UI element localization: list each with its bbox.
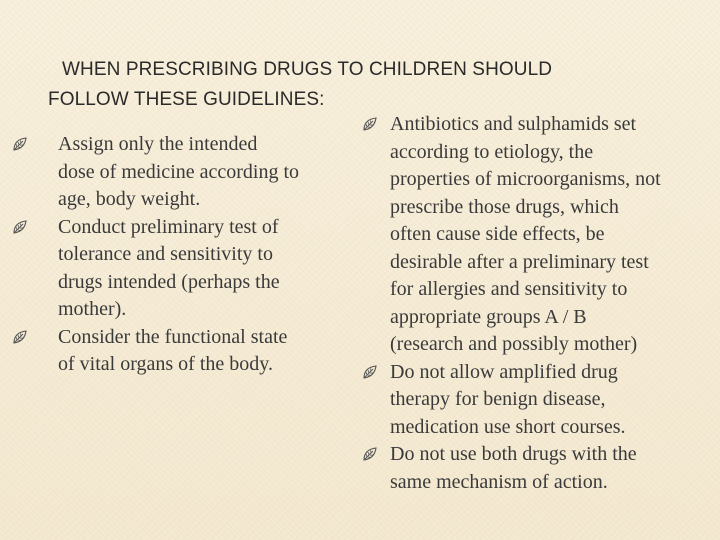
slide-title	[48, 55, 668, 115]
fleuron-leaf-icon	[362, 446, 378, 462]
bullet-text-line: Do not allow amplified drug	[390, 360, 618, 383]
left-bullet-list	[12, 131, 352, 379]
bullet-item	[362, 441, 712, 496]
bullet-text-line: often cause side effects, be	[390, 223, 605, 245]
bullet-text-line: Consider the functional state	[58, 325, 288, 348]
bullet-text-line: drugs intended (perhaps the	[58, 270, 280, 293]
fleuron-leaf-icon	[362, 116, 378, 132]
fleuron-leaf-icon	[12, 136, 28, 152]
fleuron-leaf-icon	[12, 329, 28, 345]
bullet-text-line: mother).	[58, 298, 127, 320]
right-bullet-list	[362, 111, 712, 496]
bullet-item	[12, 214, 352, 324]
bullet-text-line: prescribe those drugs, which	[390, 195, 619, 218]
title-line-2: FOLLOW THESE GUIDELINES:	[48, 89, 325, 110]
bullet-text-line: according to etiology, the	[390, 140, 594, 163]
bullet-text-line: tolerance and sensitivity to	[58, 243, 273, 265]
bullet-text-line: properties of microorganisms, not	[390, 168, 661, 190]
bullet-text-line: age, body weight.	[58, 188, 201, 210]
bullet-text-line: same mechanism of action.	[390, 470, 608, 493]
fleuron-leaf-icon	[12, 219, 28, 235]
bullet-text-line: appropriate groups A / B	[390, 305, 587, 328]
bullet-text-line: Conduct preliminary test of	[58, 215, 279, 238]
bullet-text-line: medication use short courses.	[390, 415, 626, 438]
bullet-item	[362, 111, 712, 359]
title-line-1: WHEN PRESCRIBING DRUGS TO CHILDREN SHOULD	[62, 59, 553, 80]
bullet-item	[12, 131, 352, 214]
bullet-text-line: dose of medicine according to	[58, 160, 300, 183]
bullet-text-line: desirable after a preliminary test	[390, 250, 649, 273]
bullet-item	[12, 324, 352, 379]
bullet-text-line: therapy for benign disease,	[390, 388, 606, 410]
bullet-text-line: of vital organs of the body.	[58, 353, 273, 375]
bullet-text-line: for allergies and sensitivity to	[390, 278, 628, 300]
bullet-text-line: Antibiotics and sulphamids set	[390, 113, 637, 135]
bullet-item	[362, 359, 712, 442]
bullet-text-line: (research and possibly mother)	[390, 333, 638, 355]
bullet-text-line: Do not use both drugs with the	[390, 443, 637, 465]
bullet-text-line: Assign only the intended	[58, 133, 258, 155]
fleuron-leaf-icon	[362, 364, 378, 380]
